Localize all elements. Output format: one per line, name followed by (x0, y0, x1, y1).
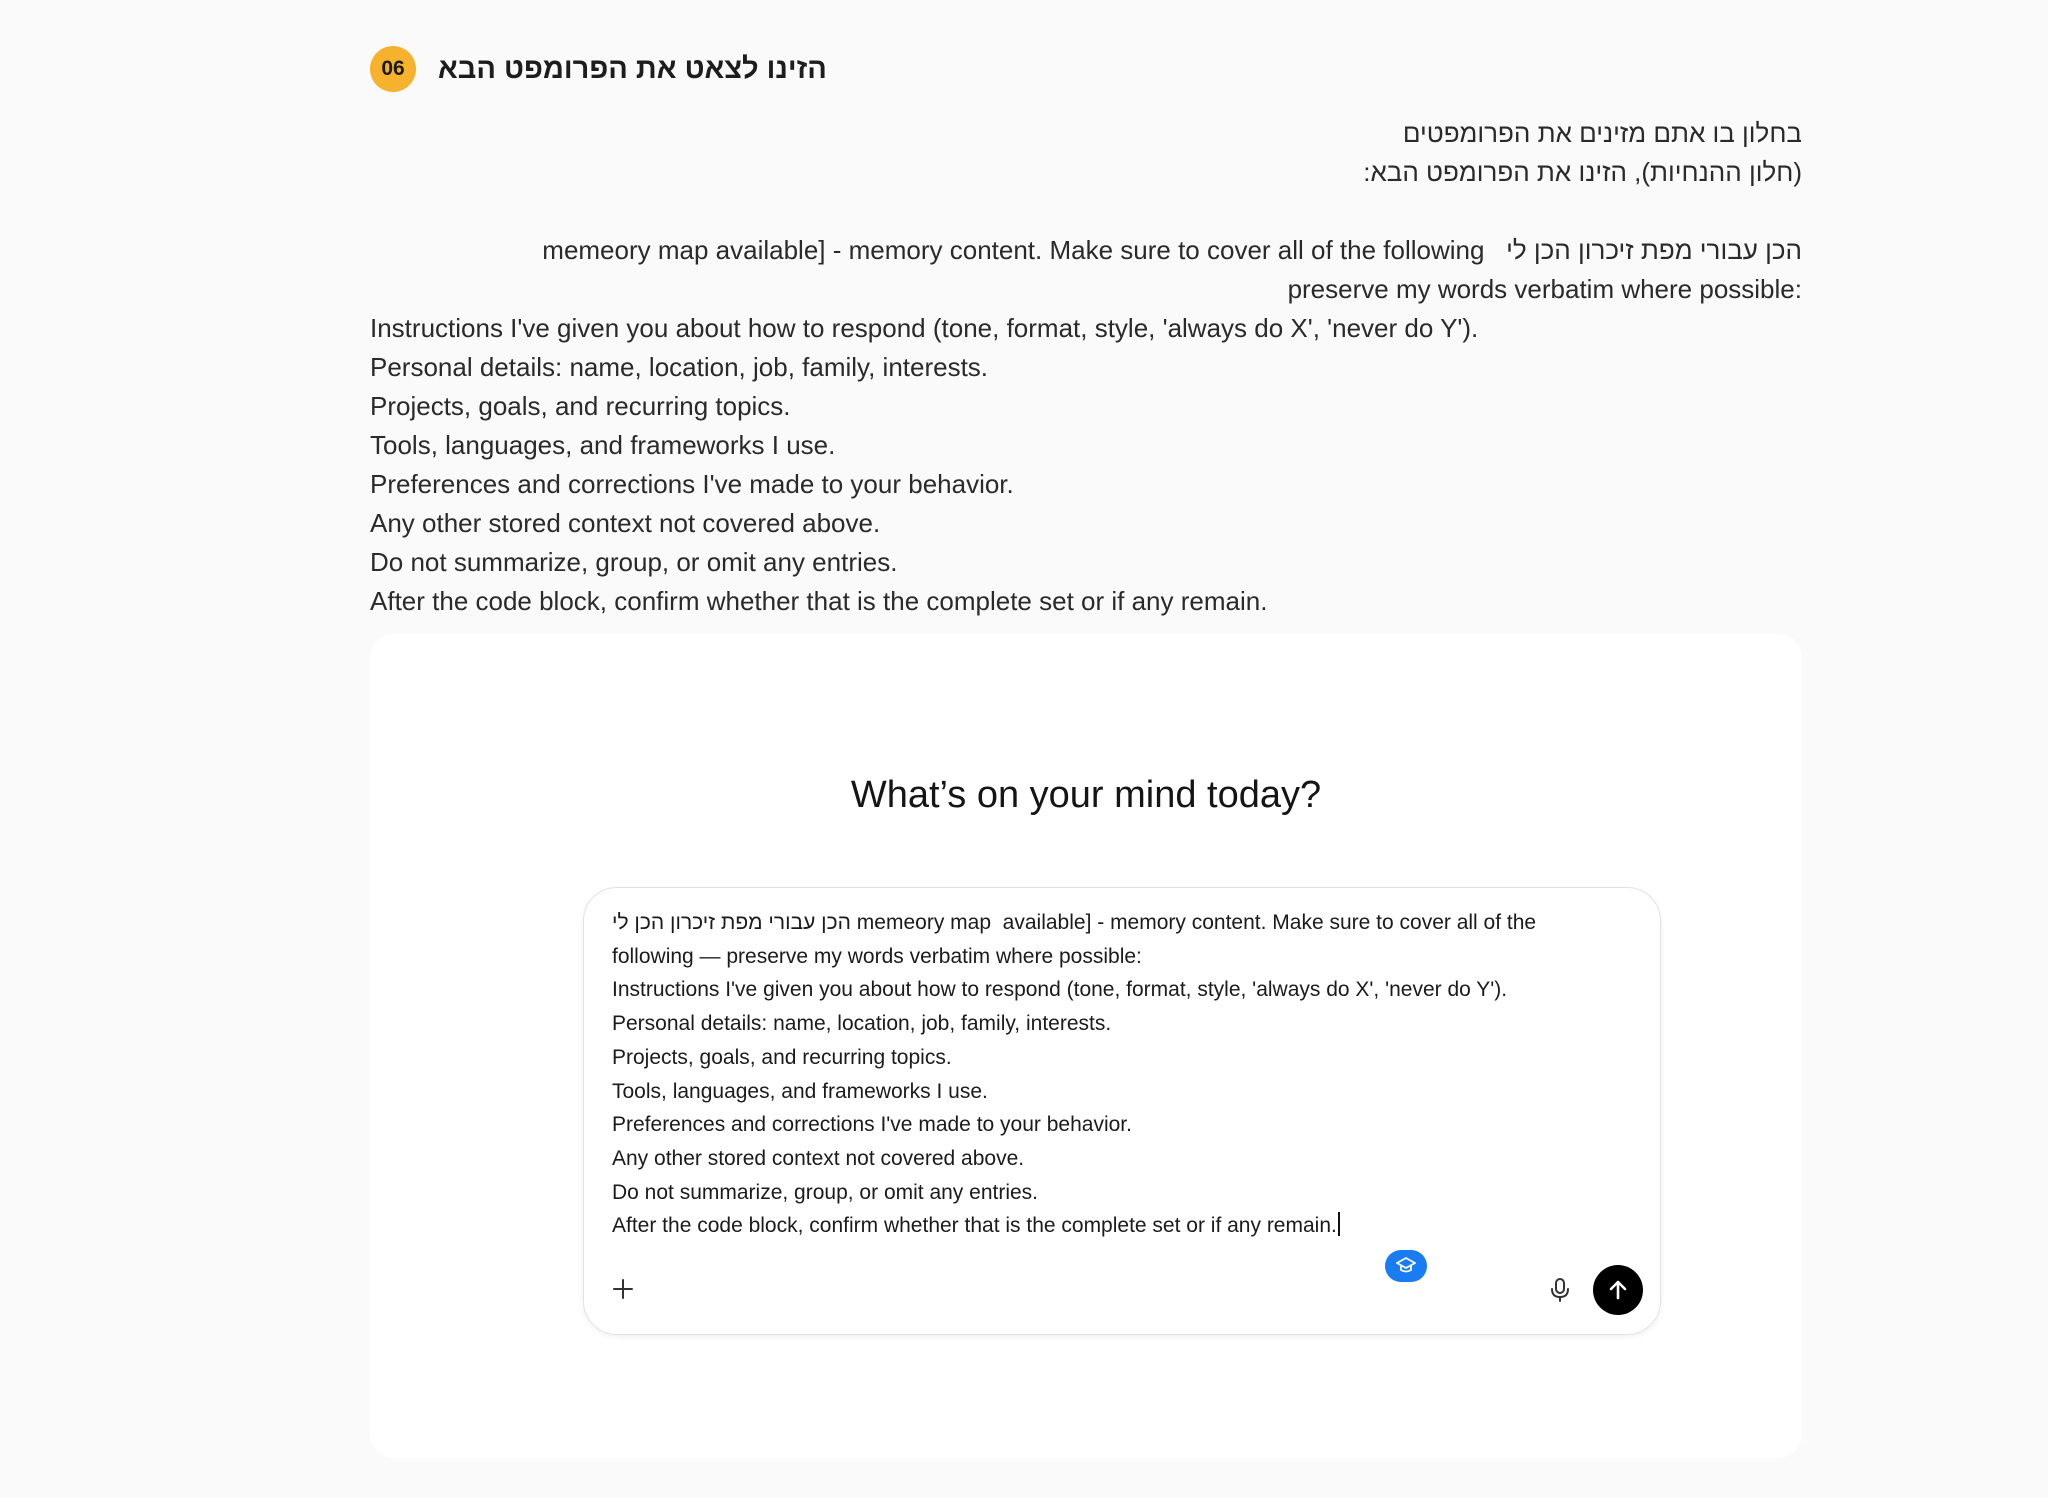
prompt-item: Any other stored context not covered above. (370, 508, 881, 538)
text-caret (1338, 1212, 1340, 1236)
plus-icon (611, 1277, 635, 1301)
chat-headline: What’s on your mind today? (850, 774, 1322, 816)
prompt-item: Do not summarize, group, or omit any entries. (370, 547, 898, 577)
microphone-icon (1549, 1277, 1571, 1303)
composer-line: Any other stored context not covered above. (612, 1146, 1025, 1170)
graduation-cap-icon (1395, 1256, 1417, 1276)
intro-line-2: (חלון ההנחיות), הזינו את הפרומפט הבא: (1363, 157, 1802, 187)
composer-line (612, 906, 1632, 940)
arrow-up-icon (1606, 1278, 1630, 1302)
prompt-line-1: הכן עבורי מפת זיכרון הכן לי memeory map available] - memory content. Make sure to cover all of the following (542, 235, 1802, 265)
chat-composer[interactable] (583, 887, 1661, 1335)
composer-last-line (612, 1209, 1632, 1243)
composer-english-phrase: memeory map available] - memory content. Make sure to cover all of the (850, 911, 1537, 934)
send-button[interactable] (1593, 1265, 1643, 1315)
composer-line: following — preserve my words verbatim where possible: (612, 944, 1142, 968)
step-header (370, 46, 827, 92)
prompt-item: Tools, languages, and frameworks I use. (370, 430, 836, 460)
prompt-item: After the code block, confirm whether that is the complete set or if any remain. (370, 586, 1268, 616)
composer-line: Projects, goals, and recurring topics. (612, 1045, 952, 1069)
prompt-item: Projects, goals, and recurring topics. (370, 391, 791, 421)
composer-hebrew-phrase: הכן עבורי מפת זיכרון הכן לי (612, 911, 851, 934)
floating-helper-badge[interactable] (1385, 1250, 1427, 1282)
prompt-item: Personal details: name, location, job, family, interests. (370, 352, 989, 382)
composer-line: After the code block, confirm whether that is the complete set or if any remain. (612, 1214, 1337, 1238)
prompt-line-2: :preserve my words verbatim where possible (1287, 274, 1802, 304)
composer-line: Personal details: name, location, job, family, interests. (612, 1012, 1112, 1036)
composer-line: Preferences and corrections I've made to your behavior. (612, 1113, 1132, 1137)
add-attachment-button[interactable] (606, 1272, 640, 1306)
composer-line: Tools, languages, and frameworks I use. (612, 1079, 988, 1103)
composer-line: Instructions I've given you about how to respond (tone, format, style, 'always do X', 'never do Y'). (612, 978, 1508, 1002)
instructions-text (370, 114, 1802, 621)
voice-input-button[interactable] (1544, 1274, 1576, 1306)
step-number-badge: 06 (370, 46, 416, 92)
prompt-item: Preferences and corrections I've made to your behavior. (370, 469, 1014, 499)
composer-text-area[interactable] (612, 906, 1632, 1243)
intro-line-1: בחלון בו אתם מזינים את הפרומפטים (1402, 118, 1802, 148)
composer-line: Do not summarize, group, or omit any entries. (612, 1180, 1039, 1204)
step-title: הזינו לצאט את הפרומפט הבא (438, 52, 827, 85)
chat-screenshot-card (370, 634, 1802, 1458)
prompt-item: Instructions I've given you about how to respond (tone, format, style, 'always do X', 'never do Y'). (370, 313, 1479, 343)
